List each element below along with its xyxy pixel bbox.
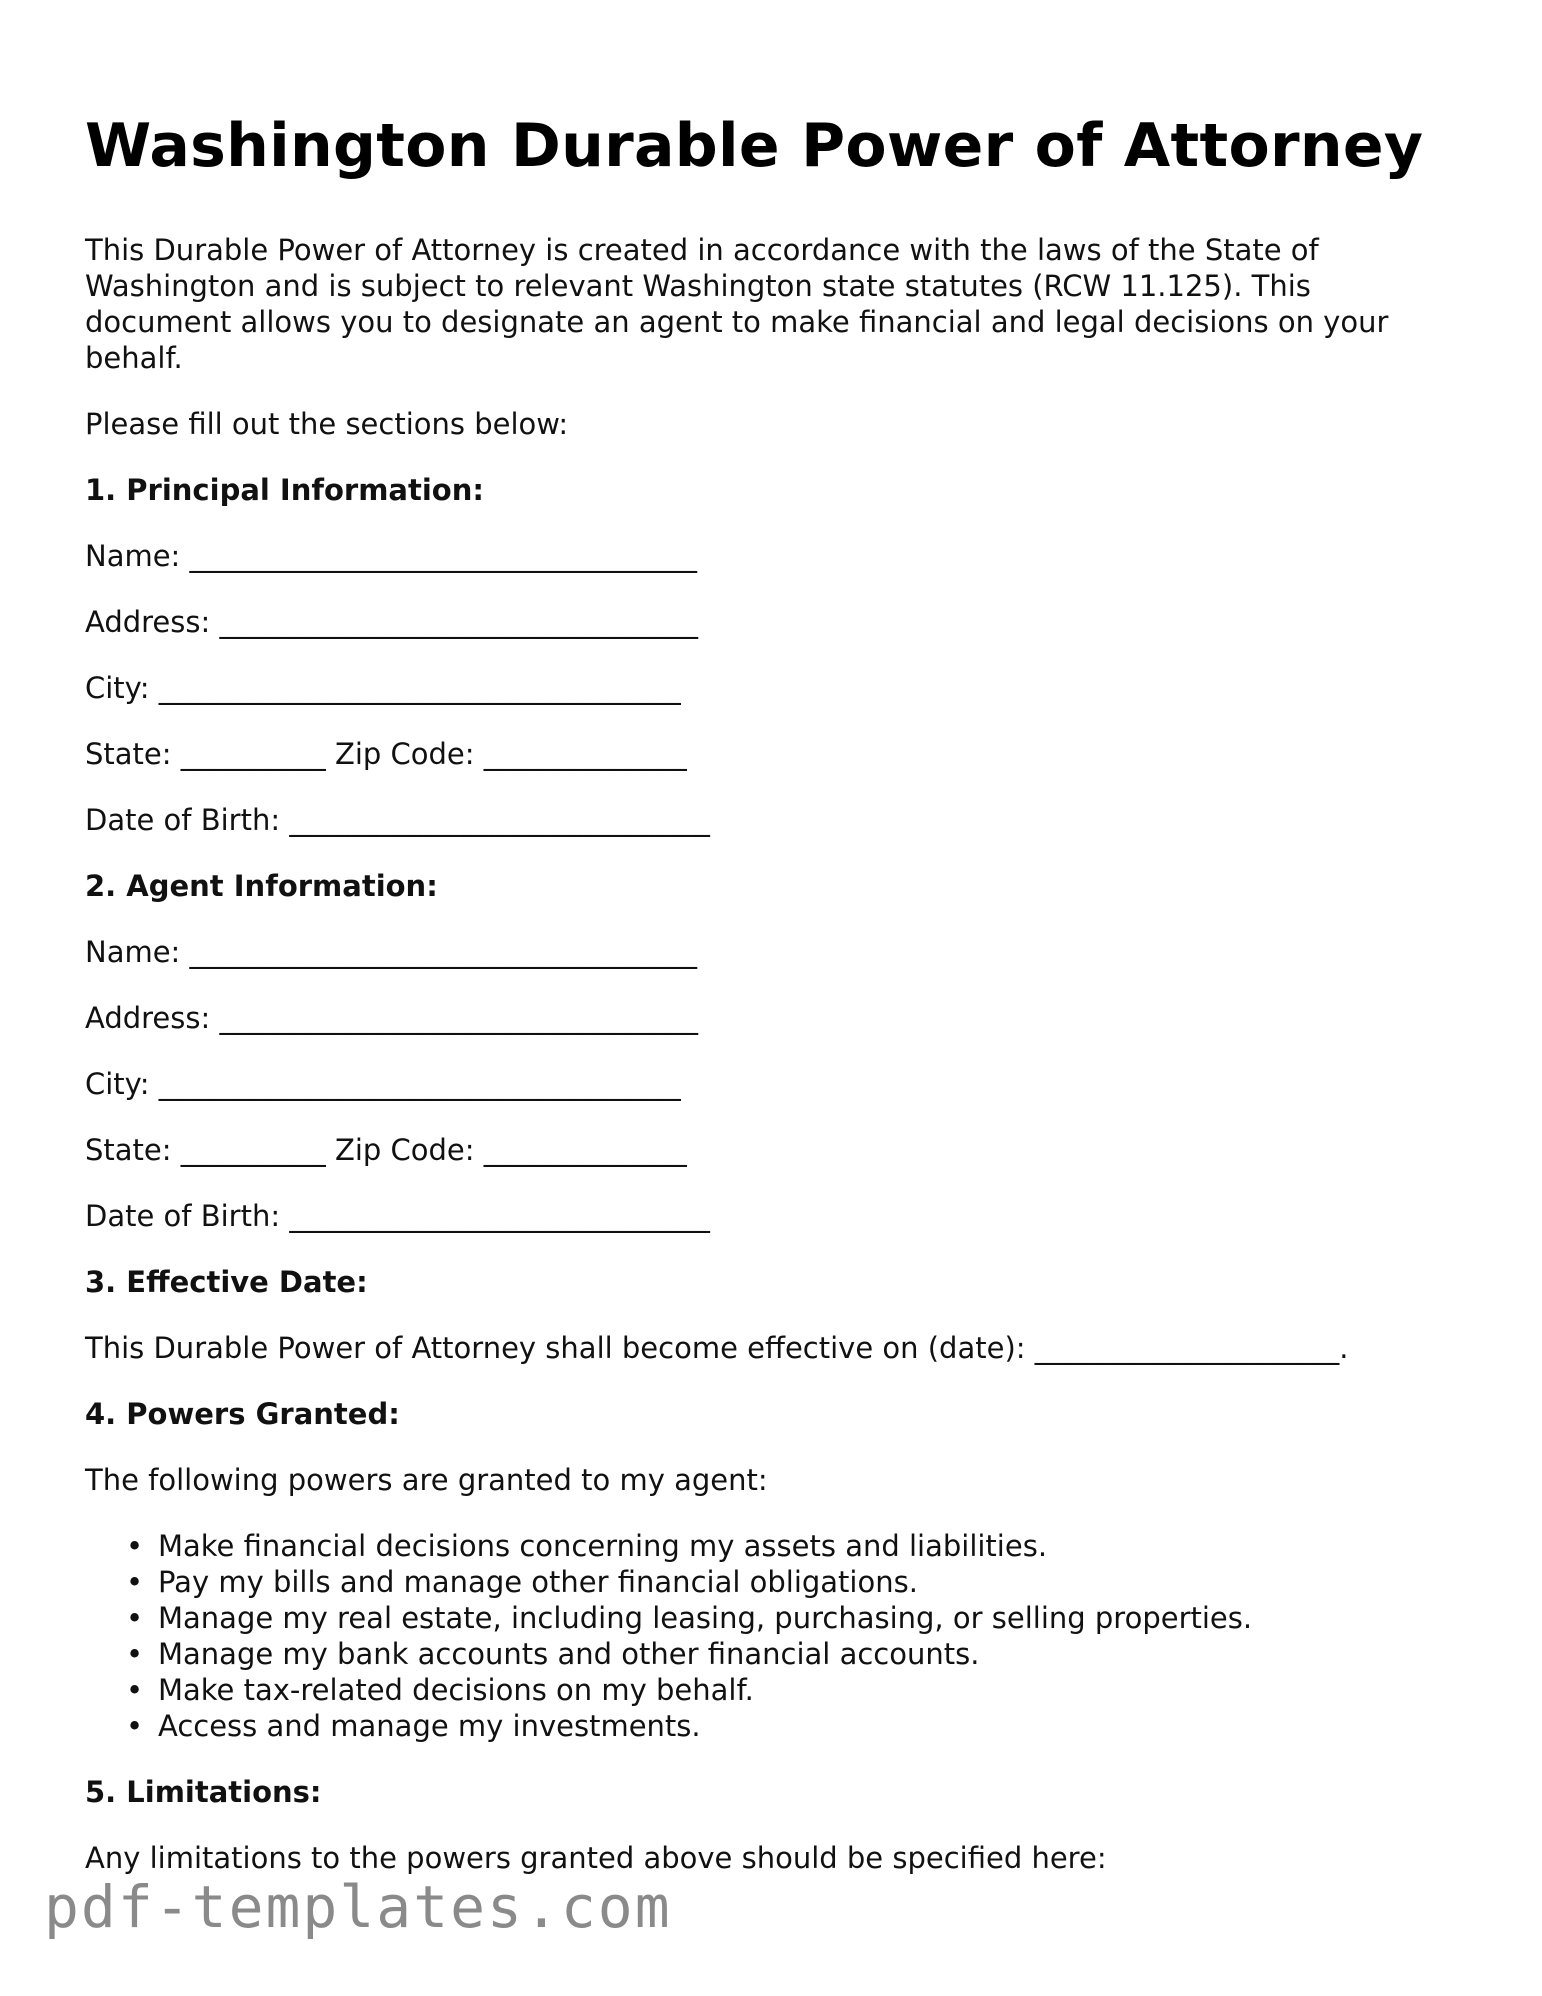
agent-dob-field[interactable]: Date of Birth: _____________________________ (85, 1199, 710, 1233)
powers-heading: 4. Powers Granted: (85, 1397, 400, 1431)
effective-date-field[interactable]: This Durable Power of Attorney shall become effective on (date): _____________________. (85, 1331, 1349, 1365)
principal-heading: 1. Principal Information: (85, 473, 484, 507)
principal-dob-field[interactable]: Date of Birth: _____________________________ (85, 803, 710, 837)
list-item: • Manage my real estate, including leasing, purchasing, or selling properties. (126, 1601, 1253, 1635)
powers-intro: The following powers are granted to my agent: (85, 1463, 768, 1497)
agent-name-field[interactable]: Name: ___________________________________ (85, 935, 698, 969)
list-item: • Pay my bills and manage other financial obligations. (126, 1565, 918, 1599)
agent-heading: 2. Agent Information: (85, 869, 438, 903)
watermark: pdf-templates.com (44, 1873, 672, 1941)
list-item: • Access and manage my investments. (126, 1709, 701, 1743)
document-page (85, 106, 1485, 1876)
intro-paragraph: This Durable Power of Attorney is created in accordance with the laws of the State of Washington and is subject to relevant Washington state statutes (RCW 11.125). This document allows you to designate an agent to make financial and legal decisions on your behalf. (85, 233, 1389, 375)
bullet-icon: • (126, 1709, 144, 1743)
bullet-icon: • (126, 1637, 144, 1671)
agent-address-field[interactable]: Address: _________________________________ (85, 1001, 698, 1035)
bullet-icon: • (126, 1565, 144, 1599)
agent-state-zip-field[interactable]: State: __________ Zip Code: ______________ (85, 1133, 687, 1167)
bullet-icon: • (126, 1601, 144, 1635)
bullet-icon: • (126, 1673, 144, 1707)
principal-city-field[interactable]: City: ____________________________________ (85, 671, 681, 705)
agent-city-field[interactable]: City: ____________________________________ (85, 1067, 681, 1101)
powers-list (85, 1528, 1485, 1744)
limitations-heading: 5. Limitations: (85, 1775, 322, 1809)
limitations-text: Any limitations to the powers granted above should be specified here: (85, 1841, 1107, 1875)
instructions: Please fill out the sections below: (85, 407, 569, 441)
list-item: • Manage my bank accounts and other financial accounts. (126, 1637, 980, 1671)
bullet-icon: • (126, 1529, 144, 1563)
document-title: Washington Durable Power of Attorney (85, 111, 1424, 181)
effective-date-heading: 3. Effective Date: (85, 1265, 368, 1299)
principal-state-zip-field[interactable]: State: __________ Zip Code: ______________ (85, 737, 687, 771)
list-item: • Make financial decisions concerning my assets and liabilities. (126, 1529, 1048, 1563)
principal-name-field[interactable]: Name: ___________________________________ (85, 539, 698, 573)
principal-address-field[interactable]: Address: _________________________________ (85, 605, 698, 639)
list-item: • Make tax-related decisions on my behalf. (126, 1673, 754, 1707)
